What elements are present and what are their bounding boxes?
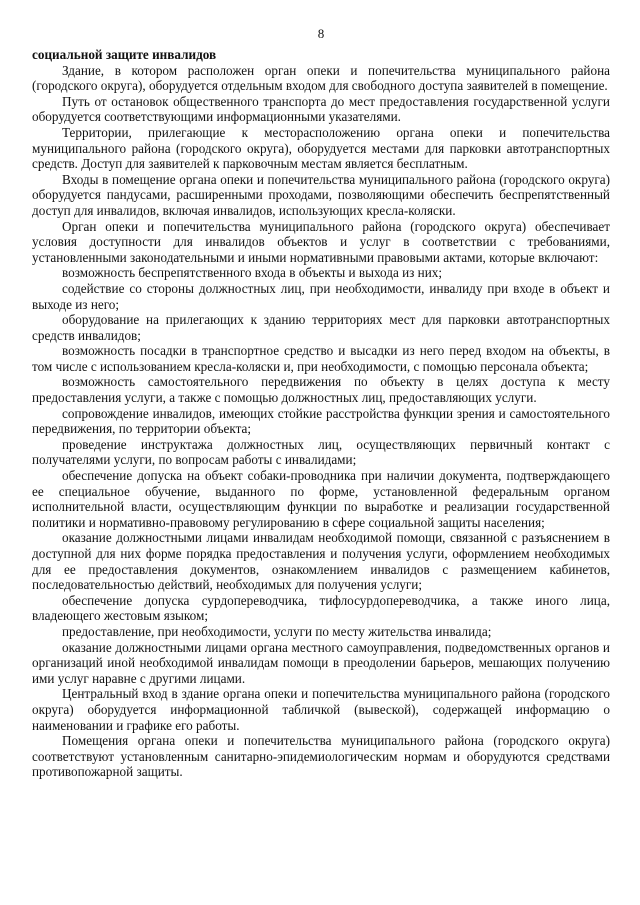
page-number: 8 (317, 26, 325, 41)
list-item-independent-movement: возможность самостоятельного передвижения по объекту в целях доступа к месту предоставления услуги, а также с помощью должностных лиц, предоставляющих услуги. (32, 374, 610, 406)
list-item-staff-briefing: проведение инструктажа должностных лиц, осуществляющих первичный контакт с получателями услуги, по вопросам работы с инвалидами; (32, 436, 610, 468)
paragraph-separate-entrance: Здание, в котором расположен орган опеки и попечительства муниципального района (городского округа), оборудуется отдельным входом для свободного доступа заявителей в помещение. (32, 62, 610, 94)
list-item-disabled-parking: оборудование на прилегающих к зданию территориях мест для парковки автотранспортных средств инвалидов; (32, 312, 610, 343)
paragraph-accessibility-conditions: Орган опеки и попечительства муниципального района (городского округа) обеспечивает условия доступности для инвалидов объектов и услуг в соответствии с требованиями, установленными законодательными и иными нормативными правовыми актами, которые включают: (32, 218, 610, 265)
list-item-barrier-help: оказание должностными лицами органа местного самоуправления, подведомственных органов и организаций иной необходимой инвалидам помощи в преодолении барьеров, мешающих получению ими услуг наравне с другими лицами. (32, 639, 610, 686)
list-item-entry-exit: возможность беспрепятственного входа в объекты и выхода из них; (62, 265, 443, 281)
paragraph-transport-signage: Путь от остановок общественного транспорта до мест предоставления государственной услуги оборудуется соответствующими информационными указателями. (32, 93, 610, 125)
paragraph-information-sign: Центральный вход в здание органа опеки и попечительства муниципального района (городского округа) оборудуется информационной табличкой (вывеской), содержащей информацию о наименовании и графике его работы. (32, 686, 610, 733)
section-heading-continuation: социальной защите инвалидов (32, 47, 217, 62)
list-item-staff-assistance: содействие со стороны должностных лиц, при необходимости, инвалиду при входе в объект и выходе из него; (32, 280, 610, 312)
list-item-sign-interpreter: обеспечение допуска сурдопереводчика, тифлосурдопереводчика, а также иного лица, владеющего жестовым языком; (32, 592, 610, 624)
paragraph-parking: Территории, прилегающие к месторасположению органа опеки и попечительства муниципального района (городского округа), оборудуется местами для парковки автотранспортных средств. Доступ для заявителей к парковочным местам является бесплатным. (32, 124, 610, 172)
list-item-vehicle-boarding: возможность посадки в транспортное средство и высадки из него перед входом на объекты, в том числе с использованием кресла-коляски и, при необходимости, с помощью персонала объекта; (32, 343, 610, 374)
list-item-escort: сопровождение инвалидов, имеющих стойкие расстройства функции зрения и самостоятельного передвижения, по территории объекта; (32, 405, 610, 437)
list-item-staff-help: оказание должностными лицами инвалидам необходимой помощи, связанной с разъяснением в доступной для них форме порядка предоставления и получения услуги, оформлением необходимых для ее предоставления документов, ознакомлением инвалидов с размещением кабинетов, последовательностью действий, необходимых для получения услуги; (32, 530, 610, 593)
paragraph-sanitary-norms: Помещения органа опеки и попечительства муниципального района (городского округа) соответствуют установленным санитарно-эпидемиологическим нормам и оборудуются средствами противопожарной защиты. (32, 733, 610, 780)
document-page (32, 26, 610, 780)
list-item-guide-dog: обеспечение допуска на объект собаки-проводника при наличии документа, подтверждающего ее специальное обучение, выданного по форме, установленной федеральным органом исполнительной власти, осуществляющим функции по выработке и реализации государственной политики и нормативно-правовому регулированию в сфере социальной защиты населения; (32, 468, 610, 530)
paragraph-ramps: Входы в помещение органа опеки и попечительства муниципального района (городского округа) оборудуется пандусами, расширенными проходами, позволяющими обеспечить беспрепятственный доступ для инвалидов, включая инвалидов, использующих кресла-коляски. (32, 171, 610, 218)
list-item-home-service: предоставление, при необходимости, услуги по месту жительства инвалида; (62, 623, 492, 639)
